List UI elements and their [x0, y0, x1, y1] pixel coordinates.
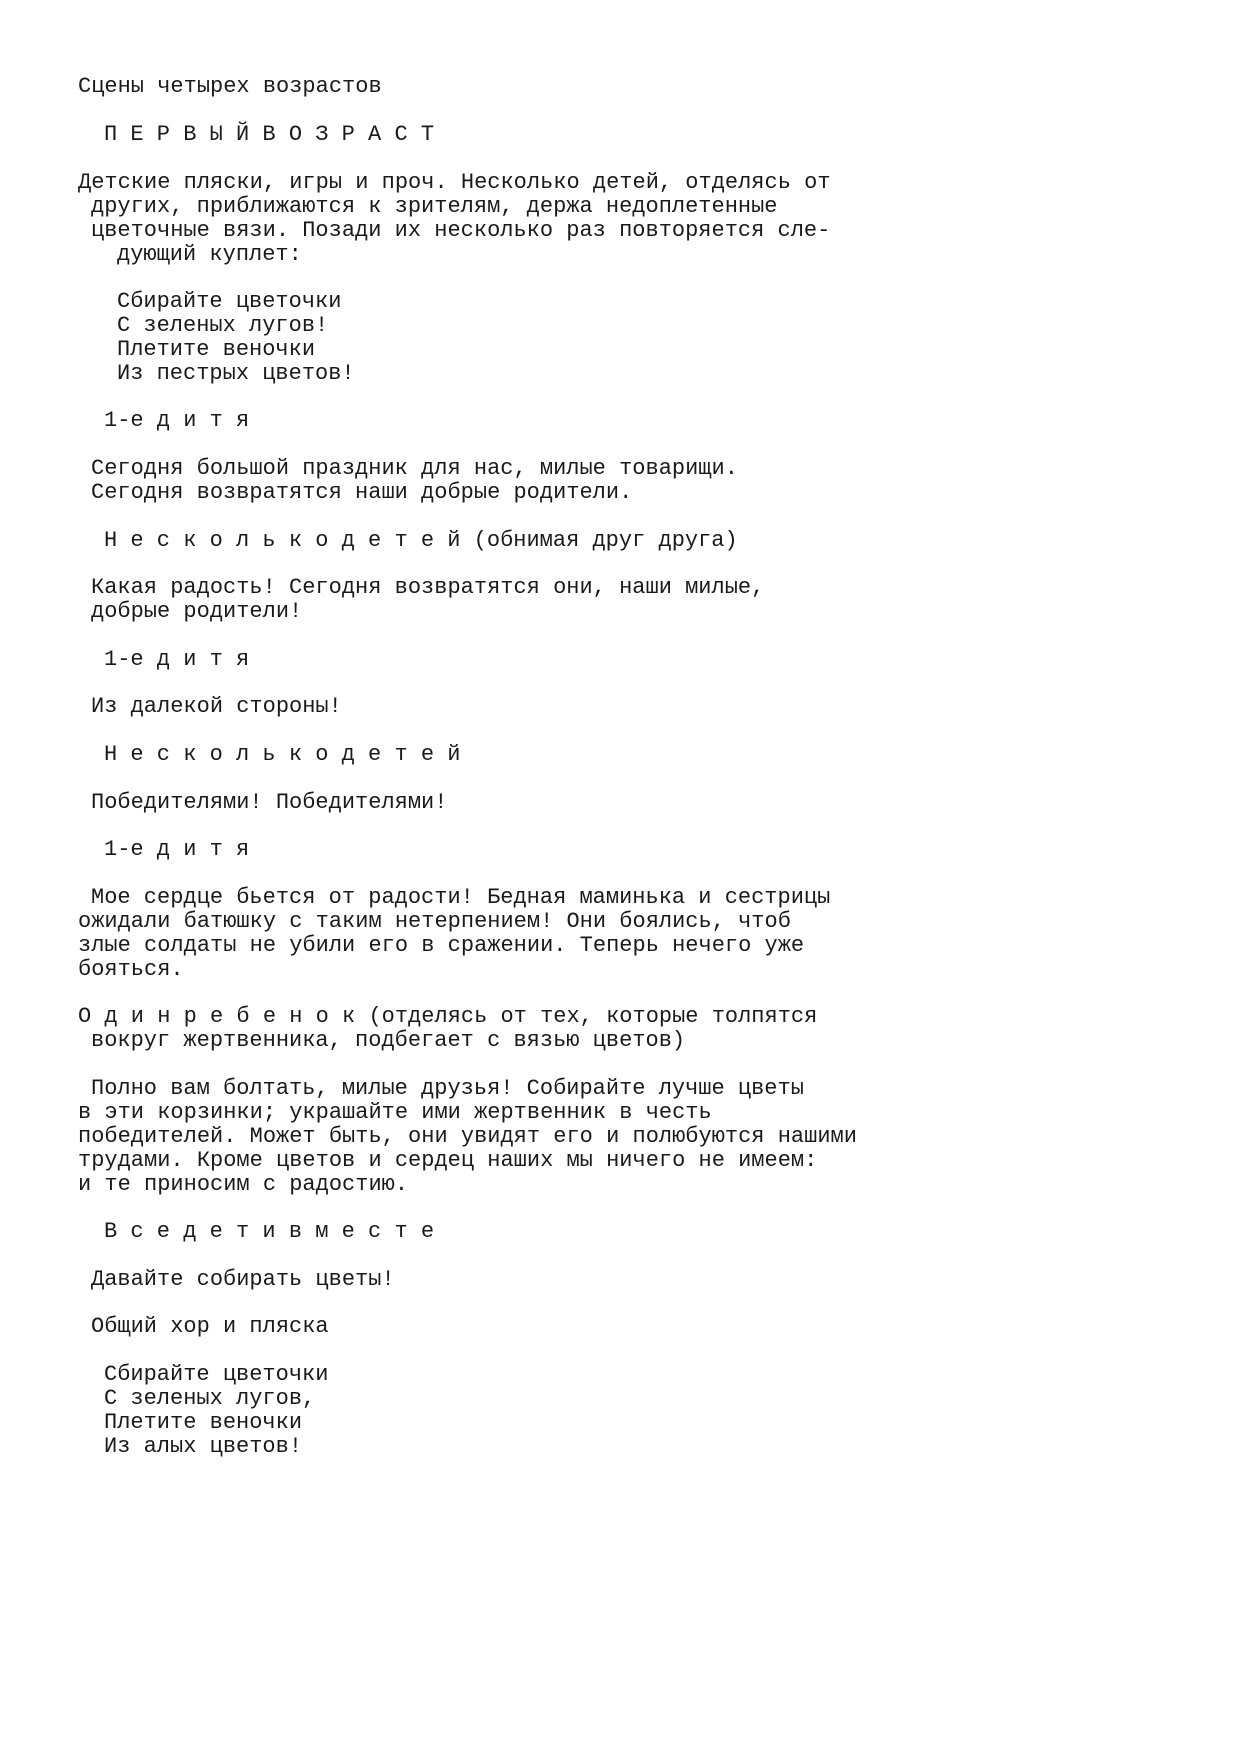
- speech-line: в эти корзинки; украшайте ими жертвенник в честь: [78, 1100, 712, 1125]
- verse-line: Плетите веночки: [117, 337, 316, 362]
- speaker-label: В с е д е т и в м е с т е: [104, 1219, 435, 1244]
- speech-line: и те приносим с радостию.: [78, 1172, 409, 1197]
- speech-line: бояться.: [78, 957, 184, 982]
- speech-line: ожидали батюшку с таким нетерпением! Они боялись, чтоб: [78, 909, 791, 934]
- speaker-label: 1-е д и т я: [104, 837, 250, 862]
- stage-direction-line: дующий куплет:: [117, 242, 302, 267]
- speech-line: победителей. Может быть, они увидят его и полюбуются нашими: [78, 1124, 857, 1149]
- speech-line: Давайте собирать цветы!: [91, 1267, 395, 1292]
- speech-line: добрые родители!: [91, 599, 303, 624]
- speaker-label: 1-е д и т я: [104, 408, 250, 433]
- speech-line: Из далекой стороны!: [91, 694, 342, 719]
- speech-line: Сегодня большой праздник для нас, милые товарищи.: [91, 456, 738, 481]
- stage-direction-line: Детские пляски, игры и проч. Несколько детей, отделясь от: [78, 170, 831, 195]
- speaker-label: Н е с к о л ь к о д е т е й (обнимая друг друга): [104, 528, 738, 553]
- verse-line: Из пестрых цветов!: [117, 361, 355, 386]
- speaker-label: 1-е д и т я: [104, 647, 250, 672]
- section-heading: П Е Р В Ы Й В О З Р А С Т: [104, 122, 435, 147]
- verse-line: С зеленых лугов,: [104, 1386, 316, 1411]
- speaker-label: О д и н р е б е н о к (отделясь от тех, которые толпятся: [78, 1004, 818, 1029]
- speech-line: Победителями! Победителями!: [91, 790, 448, 815]
- stage-direction-line: вокруг жертвенника, подбегает с вязью цветов): [91, 1028, 686, 1053]
- verse-line: Сбирайте цветочки: [117, 289, 342, 314]
- speech-line: Мое сердце бьется от радости! Бедная маминька и сестрицы: [91, 885, 831, 910]
- speech-line: трудами. Кроме цветов и сердец наших мы ничего не имеем:: [78, 1148, 818, 1173]
- speech-line: Сегодня возвратятся наши добрые родители.: [91, 480, 633, 505]
- stage-direction-line: других, приближаются к зрителям, держа недоплетенные: [91, 194, 778, 219]
- verse-line: Сбирайте цветочки: [104, 1362, 329, 1387]
- verse-line: С зеленых лугов!: [117, 313, 329, 338]
- verse-line: Плетите веночки: [104, 1410, 303, 1435]
- speech-line: Какая радость! Сегодня возвратятся они, наши милые,: [91, 575, 765, 600]
- speech-line: злые солдаты не убили его в сражении. Теперь нечего уже: [78, 933, 805, 958]
- verse-line: Из алых цветов!: [104, 1434, 303, 1459]
- speech-line: Полно вам болтать, милые друзья! Собирайте лучше цветы: [91, 1076, 804, 1101]
- document-title: Сцены четырех возрастов: [78, 74, 382, 99]
- chorus-direction: Общий хор и пляска: [91, 1314, 329, 1339]
- stage-direction-line: цветочные вязи. Позади их несколько раз повторяется сле-: [91, 218, 831, 243]
- speaker-label: Н е с к о л ь к о д е т е й: [104, 742, 461, 767]
